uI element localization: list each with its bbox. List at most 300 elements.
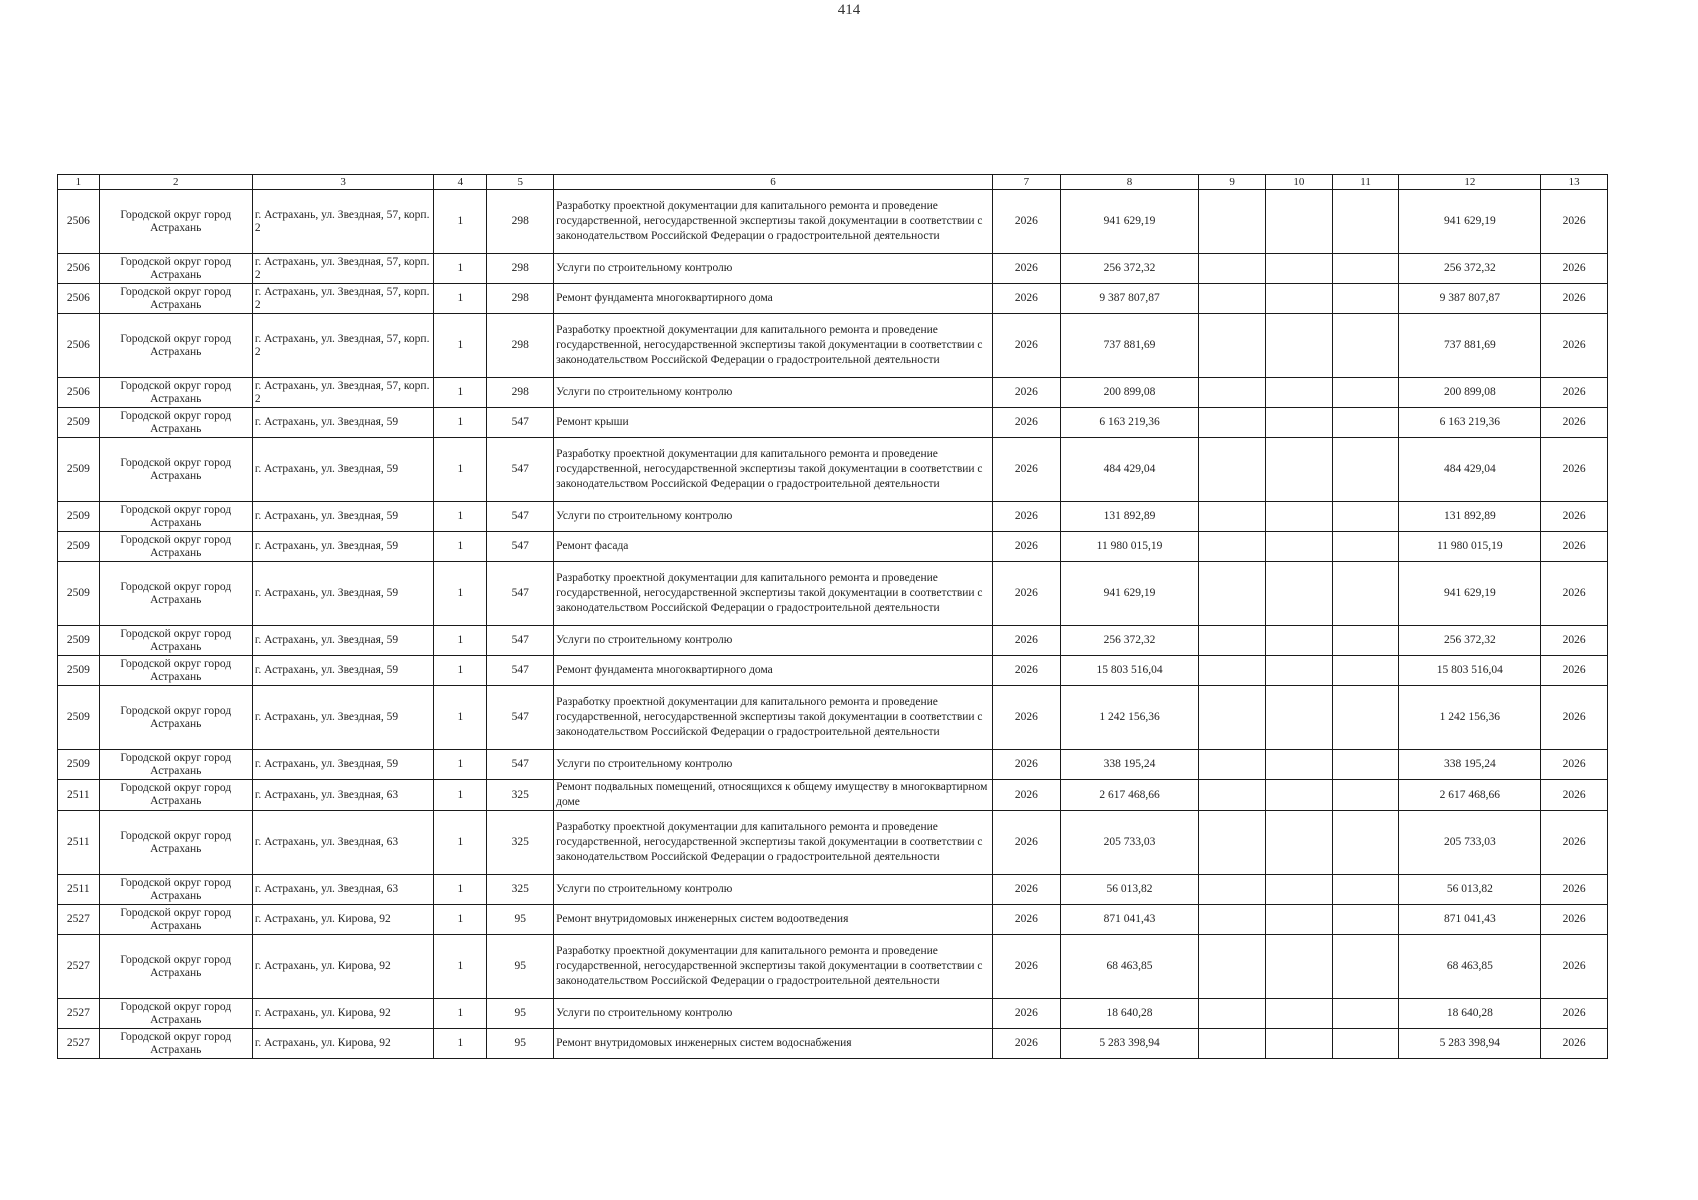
registry-number-cell: 2527 <box>58 999 100 1029</box>
column-header: 4 <box>434 175 487 190</box>
address-cell: г. Астрахань, ул. Звездная, 57, корп. 2 <box>252 314 433 378</box>
total-cost-cell: 56 013,82 <box>1060 875 1199 905</box>
table-row <box>58 935 1608 999</box>
work-description-cell: Ремонт внутридомовых инженерных систем водоснабжения <box>554 1029 993 1059</box>
fund-cell-10 <box>1266 562 1333 626</box>
planned-year-cell: 2026 <box>992 750 1060 780</box>
completion-year-cell: 2026 <box>1541 314 1608 378</box>
completion-year-cell: 2026 <box>1541 686 1608 750</box>
address-cell: г. Астрахань, ул. Звездная, 59 <box>252 408 433 438</box>
owners-funds-cell: 871 041,43 <box>1399 905 1541 935</box>
fund-cell-11 <box>1332 254 1399 284</box>
area-cell: 547 <box>487 750 554 780</box>
owners-funds-cell: 484 429,04 <box>1399 438 1541 502</box>
fund-cell-9 <box>1199 905 1266 935</box>
total-cost-cell: 2 617 468,66 <box>1060 780 1199 811</box>
area-cell: 325 <box>487 811 554 875</box>
municipality-cell: Городской округ город Астрахань <box>99 314 252 378</box>
area-cell: 547 <box>487 438 554 502</box>
area-cell: 547 <box>487 408 554 438</box>
fund-cell-9 <box>1199 875 1266 905</box>
fund-cell-10 <box>1266 314 1333 378</box>
total-cost-cell: 6 163 219,36 <box>1060 408 1199 438</box>
owners-funds-cell: 11 980 015,19 <box>1399 532 1541 562</box>
fund-cell-11 <box>1332 811 1399 875</box>
completion-year-cell: 2026 <box>1541 190 1608 254</box>
address-cell: г. Астрахань, ул. Звездная, 59 <box>252 656 433 686</box>
total-cost-cell: 205 733,03 <box>1060 811 1199 875</box>
column-header: 11 <box>1332 175 1399 190</box>
completion-year-cell: 2026 <box>1541 626 1608 656</box>
completion-year-cell: 2026 <box>1541 750 1608 780</box>
column-header: 2 <box>99 175 252 190</box>
repair-register-table <box>57 174 1608 1059</box>
municipality-cell: Городской округ город Астрахань <box>99 811 252 875</box>
municipality-cell: Городской округ город Астрахань <box>99 438 252 502</box>
planned-year-cell: 2026 <box>992 905 1060 935</box>
owners-funds-cell: 338 195,24 <box>1399 750 1541 780</box>
fund-cell-11 <box>1332 190 1399 254</box>
owners-funds-cell: 737 881,69 <box>1399 314 1541 378</box>
fund-cell-11 <box>1332 408 1399 438</box>
planned-year-cell: 2026 <box>992 686 1060 750</box>
area-cell: 95 <box>487 905 554 935</box>
table-row <box>58 626 1608 656</box>
owners-funds-cell: 205 733,03 <box>1399 811 1541 875</box>
building-count-cell: 1 <box>434 935 487 999</box>
table-row <box>58 438 1608 502</box>
owners-funds-cell: 9 387 807,87 <box>1399 284 1541 314</box>
owners-funds-cell: 131 892,89 <box>1399 502 1541 532</box>
planned-year-cell: 2026 <box>992 438 1060 502</box>
address-cell: г. Астрахань, ул. Звездная, 59 <box>252 438 433 502</box>
municipality-cell: Городской округ город Астрахань <box>99 656 252 686</box>
total-cost-cell: 9 387 807,87 <box>1060 284 1199 314</box>
municipality-cell: Городской округ город Астрахань <box>99 905 252 935</box>
fund-cell-10 <box>1266 1029 1333 1059</box>
column-header: 3 <box>252 175 433 190</box>
fund-cell-10 <box>1266 190 1333 254</box>
registry-number-cell: 2506 <box>58 284 100 314</box>
area-cell: 298 <box>487 378 554 408</box>
fund-cell-11 <box>1332 999 1399 1029</box>
address-cell: г. Астрахань, ул. Звездная, 59 <box>252 532 433 562</box>
table-row <box>58 780 1608 811</box>
planned-year-cell: 2026 <box>992 408 1060 438</box>
fund-cell-9 <box>1199 378 1266 408</box>
table-row <box>58 656 1608 686</box>
work-description-cell: Услуги по строительному контролю <box>554 750 993 780</box>
fund-cell-11 <box>1332 935 1399 999</box>
area-cell: 325 <box>487 875 554 905</box>
owners-funds-cell: 15 803 516,04 <box>1399 656 1541 686</box>
table-body <box>58 190 1608 1059</box>
total-cost-cell: 68 463,85 <box>1060 935 1199 999</box>
completion-year-cell: 2026 <box>1541 999 1608 1029</box>
work-description-cell: Услуги по строительному контролю <box>554 626 993 656</box>
total-cost-cell: 18 640,28 <box>1060 999 1199 1029</box>
fund-cell-9 <box>1199 314 1266 378</box>
total-cost-cell: 941 629,19 <box>1060 190 1199 254</box>
building-count-cell: 1 <box>434 626 487 656</box>
area-cell: 547 <box>487 656 554 686</box>
owners-funds-cell: 1 242 156,36 <box>1399 686 1541 750</box>
registry-number-cell: 2509 <box>58 626 100 656</box>
total-cost-cell: 256 372,32 <box>1060 626 1199 656</box>
fund-cell-11 <box>1332 438 1399 502</box>
column-header: 6 <box>554 175 993 190</box>
total-cost-cell: 871 041,43 <box>1060 905 1199 935</box>
table-row <box>58 811 1608 875</box>
work-description-cell: Разработку проектной документации для капитального ремонта и проведение государственной, негосударственной экспертизы такой документации в соответствии с законодательством Российской Федерации о градостроительной деятельности <box>554 686 993 750</box>
municipality-cell: Городской округ город Астрахань <box>99 408 252 438</box>
column-header: 5 <box>487 175 554 190</box>
completion-year-cell: 2026 <box>1541 875 1608 905</box>
planned-year-cell: 2026 <box>992 935 1060 999</box>
fund-cell-9 <box>1199 780 1266 811</box>
registry-number-cell: 2509 <box>58 502 100 532</box>
fund-cell-11 <box>1332 284 1399 314</box>
work-description-cell: Услуги по строительному контролю <box>554 378 993 408</box>
building-count-cell: 1 <box>434 686 487 750</box>
column-header: 1 <box>58 175 100 190</box>
work-description-cell: Разработку проектной документации для капитального ремонта и проведение государственной, негосударственной экспертизы такой документации в соответствии с законодательством Российской Федерации о градостроительной деятельности <box>554 314 993 378</box>
address-cell: г. Астрахань, ул. Звездная, 63 <box>252 875 433 905</box>
table-row <box>58 875 1608 905</box>
owners-funds-cell: 941 629,19 <box>1399 190 1541 254</box>
total-cost-cell: 737 881,69 <box>1060 314 1199 378</box>
building-count-cell: 1 <box>434 190 487 254</box>
total-cost-cell: 1 242 156,36 <box>1060 686 1199 750</box>
municipality-cell: Городской округ город Астрахань <box>99 378 252 408</box>
fund-cell-11 <box>1332 875 1399 905</box>
area-cell: 298 <box>487 284 554 314</box>
table-row <box>58 532 1608 562</box>
fund-cell-10 <box>1266 750 1333 780</box>
work-description-cell: Услуги по строительному контролю <box>554 502 993 532</box>
completion-year-cell: 2026 <box>1541 562 1608 626</box>
table-row <box>58 254 1608 284</box>
work-description-cell: Разработку проектной документации для капитального ремонта и проведение государственной, негосударственной экспертизы такой документации в соответствии с законодательством Российской Федерации о градостроительной деятельности <box>554 935 993 999</box>
fund-cell-11 <box>1332 656 1399 686</box>
total-cost-cell: 11 980 015,19 <box>1060 532 1199 562</box>
building-count-cell: 1 <box>434 562 487 626</box>
building-count-cell: 1 <box>434 875 487 905</box>
total-cost-cell: 941 629,19 <box>1060 562 1199 626</box>
fund-cell-10 <box>1266 905 1333 935</box>
total-cost-cell: 338 195,24 <box>1060 750 1199 780</box>
municipality-cell: Городской округ город Астрахань <box>99 750 252 780</box>
fund-cell-9 <box>1199 750 1266 780</box>
planned-year-cell: 2026 <box>992 378 1060 408</box>
planned-year-cell: 2026 <box>992 562 1060 626</box>
municipality-cell: Городской округ город Астрахань <box>99 875 252 905</box>
fund-cell-9 <box>1199 656 1266 686</box>
registry-number-cell: 2511 <box>58 811 100 875</box>
building-count-cell: 1 <box>434 905 487 935</box>
work-description-cell: Разработку проектной документации для капитального ремонта и проведение государственной, негосударственной экспертизы такой документации в соответствии с законодательством Российской Федерации о градостроительной деятельности <box>554 438 993 502</box>
completion-year-cell: 2026 <box>1541 408 1608 438</box>
address-cell: г. Астрахань, ул. Звездная, 59 <box>252 562 433 626</box>
table-row <box>58 284 1608 314</box>
table-row <box>58 686 1608 750</box>
fund-cell-11 <box>1332 378 1399 408</box>
building-count-cell: 1 <box>434 438 487 502</box>
work-description-cell: Ремонт фасада <box>554 532 993 562</box>
area-cell: 547 <box>487 686 554 750</box>
address-cell: г. Астрахань, ул. Звездная, 57, корп. 2 <box>252 378 433 408</box>
building-count-cell: 1 <box>434 532 487 562</box>
table-row <box>58 378 1608 408</box>
registry-number-cell: 2511 <box>58 780 100 811</box>
fund-cell-9 <box>1199 190 1266 254</box>
registry-number-cell: 2511 <box>58 875 100 905</box>
completion-year-cell: 2026 <box>1541 935 1608 999</box>
municipality-cell: Городской округ город Астрахань <box>99 935 252 999</box>
registry-number-cell: 2509 <box>58 408 100 438</box>
fund-cell-9 <box>1199 502 1266 532</box>
registry-number-cell: 2509 <box>58 532 100 562</box>
column-header: 8 <box>1060 175 1199 190</box>
area-cell: 298 <box>487 314 554 378</box>
table-row <box>58 999 1608 1029</box>
address-cell: г. Астрахань, ул. Звездная, 59 <box>252 502 433 532</box>
planned-year-cell: 2026 <box>992 532 1060 562</box>
fund-cell-10 <box>1266 686 1333 750</box>
fund-cell-9 <box>1199 438 1266 502</box>
fund-cell-10 <box>1266 438 1333 502</box>
planned-year-cell: 2026 <box>992 626 1060 656</box>
column-header: 7 <box>992 175 1060 190</box>
owners-funds-cell: 68 463,85 <box>1399 935 1541 999</box>
owners-funds-cell: 18 640,28 <box>1399 999 1541 1029</box>
total-cost-cell: 484 429,04 <box>1060 438 1199 502</box>
address-cell: г. Астрахань, ул. Звездная, 57, корп. 2 <box>252 190 433 254</box>
area-cell: 298 <box>487 190 554 254</box>
area-cell: 298 <box>487 254 554 284</box>
table-row <box>58 314 1608 378</box>
completion-year-cell: 2026 <box>1541 284 1608 314</box>
table-row <box>58 1029 1608 1059</box>
fund-cell-9 <box>1199 1029 1266 1059</box>
municipality-cell: Городской округ город Астрахань <box>99 626 252 656</box>
fund-cell-10 <box>1266 284 1333 314</box>
owners-funds-cell: 941 629,19 <box>1399 562 1541 626</box>
completion-year-cell: 2026 <box>1541 502 1608 532</box>
fund-cell-11 <box>1332 626 1399 656</box>
owners-funds-cell: 256 372,32 <box>1399 626 1541 656</box>
fund-cell-10 <box>1266 378 1333 408</box>
fund-cell-11 <box>1332 686 1399 750</box>
fund-cell-11 <box>1332 562 1399 626</box>
address-cell: г. Астрахань, ул. Звездная, 57, корп. 2 <box>252 284 433 314</box>
registry-number-cell: 2509 <box>58 686 100 750</box>
work-description-cell: Ремонт фундамента многоквартирного дома <box>554 284 993 314</box>
address-cell: г. Астрахань, ул. Звездная, 59 <box>252 686 433 750</box>
registry-number-cell: 2527 <box>58 1029 100 1059</box>
fund-cell-9 <box>1199 408 1266 438</box>
planned-year-cell: 2026 <box>992 811 1060 875</box>
completion-year-cell: 2026 <box>1541 1029 1608 1059</box>
area-cell: 547 <box>487 626 554 656</box>
planned-year-cell: 2026 <box>992 284 1060 314</box>
table-row <box>58 502 1608 532</box>
building-count-cell: 1 <box>434 811 487 875</box>
owners-funds-cell: 256 372,32 <box>1399 254 1541 284</box>
fund-cell-10 <box>1266 811 1333 875</box>
fund-cell-10 <box>1266 656 1333 686</box>
fund-cell-10 <box>1266 408 1333 438</box>
total-cost-cell: 131 892,89 <box>1060 502 1199 532</box>
address-cell: г. Астрахань, ул. Кирова, 92 <box>252 999 433 1029</box>
municipality-cell: Городской округ город Астрахань <box>99 190 252 254</box>
completion-year-cell: 2026 <box>1541 378 1608 408</box>
total-cost-cell: 5 283 398,94 <box>1060 1029 1199 1059</box>
work-description-cell: Ремонт крыши <box>554 408 993 438</box>
address-cell: г. Астрахань, ул. Кирова, 92 <box>252 905 433 935</box>
table-row <box>58 750 1608 780</box>
owners-funds-cell: 6 163 219,36 <box>1399 408 1541 438</box>
total-cost-cell: 15 803 516,04 <box>1060 656 1199 686</box>
municipality-cell: Городской округ город Астрахань <box>99 999 252 1029</box>
work-description-cell: Услуги по строительному контролю <box>554 875 993 905</box>
planned-year-cell: 2026 <box>992 875 1060 905</box>
completion-year-cell: 2026 <box>1541 780 1608 811</box>
registry-number-cell: 2509 <box>58 750 100 780</box>
municipality-cell: Городской округ город Астрахань <box>99 502 252 532</box>
address-cell: г. Астрахань, ул. Звездная, 63 <box>252 811 433 875</box>
registry-number-cell: 2527 <box>58 905 100 935</box>
municipality-cell: Городской округ город Астрахань <box>99 284 252 314</box>
address-cell: г. Астрахань, ул. Звездная, 57, корп. 2 <box>252 254 433 284</box>
planned-year-cell: 2026 <box>992 502 1060 532</box>
planned-year-cell: 2026 <box>992 656 1060 686</box>
fund-cell-10 <box>1266 254 1333 284</box>
column-header: 10 <box>1266 175 1333 190</box>
fund-cell-9 <box>1199 254 1266 284</box>
work-description-cell: Разработку проектной документации для капитального ремонта и проведение государственной, негосударственной экспертизы такой документации в соответствии с законодательством Российской Федерации о градостроительной деятельности <box>554 562 993 626</box>
building-count-cell: 1 <box>434 999 487 1029</box>
building-count-cell: 1 <box>434 254 487 284</box>
municipality-cell: Городской округ город Астрахань <box>99 780 252 811</box>
area-cell: 95 <box>487 999 554 1029</box>
fund-cell-10 <box>1266 999 1333 1029</box>
owners-funds-cell: 200 899,08 <box>1399 378 1541 408</box>
municipality-cell: Городской округ город Астрахань <box>99 686 252 750</box>
work-description-cell: Разработку проектной документации для капитального ремонта и проведение государственной, негосударственной экспертизы такой документации в соответствии с законодательством Российской Федерации о градостроительной деятельности <box>554 190 993 254</box>
address-cell: г. Астрахань, ул. Кирова, 92 <box>252 935 433 999</box>
column-header: 9 <box>1199 175 1266 190</box>
area-cell: 547 <box>487 562 554 626</box>
area-cell: 547 <box>487 532 554 562</box>
address-cell: г. Астрахань, ул. Звездная, 59 <box>252 626 433 656</box>
municipality-cell: Городской округ город Астрахань <box>99 562 252 626</box>
work-description-cell: Разработку проектной документации для капитального ремонта и проведение государственной, негосударственной экспертизы такой документации в соответствии с законодательством Российской Федерации о градостроительной деятельности <box>554 811 993 875</box>
registry-number-cell: 2509 <box>58 438 100 502</box>
total-cost-cell: 200 899,08 <box>1060 378 1199 408</box>
area-cell: 95 <box>487 935 554 999</box>
fund-cell-10 <box>1266 875 1333 905</box>
registry-number-cell: 2506 <box>58 254 100 284</box>
area-cell: 325 <box>487 780 554 811</box>
fund-cell-9 <box>1199 626 1266 656</box>
fund-cell-10 <box>1266 935 1333 999</box>
fund-cell-10 <box>1266 502 1333 532</box>
fund-cell-10 <box>1266 780 1333 811</box>
owners-funds-cell: 5 283 398,94 <box>1399 1029 1541 1059</box>
completion-year-cell: 2026 <box>1541 438 1608 502</box>
fund-cell-11 <box>1332 1029 1399 1059</box>
building-count-cell: 1 <box>434 750 487 780</box>
owners-funds-cell: 56 013,82 <box>1399 875 1541 905</box>
fund-cell-11 <box>1332 314 1399 378</box>
fund-cell-10 <box>1266 626 1333 656</box>
registry-number-cell: 2527 <box>58 935 100 999</box>
fund-cell-9 <box>1199 532 1266 562</box>
table-row <box>58 905 1608 935</box>
column-header: 13 <box>1541 175 1608 190</box>
fund-cell-11 <box>1332 750 1399 780</box>
work-description-cell: Услуги по строительному контролю <box>554 254 993 284</box>
municipality-cell: Городской округ город Астрахань <box>99 254 252 284</box>
area-cell: 95 <box>487 1029 554 1059</box>
registry-number-cell: 2506 <box>58 190 100 254</box>
registry-number-cell: 2506 <box>58 314 100 378</box>
table-row <box>58 408 1608 438</box>
completion-year-cell: 2026 <box>1541 656 1608 686</box>
area-cell: 547 <box>487 502 554 532</box>
address-cell: г. Астрахань, ул. Звездная, 63 <box>252 780 433 811</box>
work-description-cell: Ремонт фундамента многоквартирного дома <box>554 656 993 686</box>
registry-number-cell: 2506 <box>58 378 100 408</box>
work-description-cell: Услуги по строительному контролю <box>554 999 993 1029</box>
registry-number-cell: 2509 <box>58 562 100 626</box>
building-count-cell: 1 <box>434 502 487 532</box>
address-cell: г. Астрахань, ул. Кирова, 92 <box>252 1029 433 1059</box>
table-row <box>58 190 1608 254</box>
fund-cell-9 <box>1199 686 1266 750</box>
planned-year-cell: 2026 <box>992 314 1060 378</box>
building-count-cell: 1 <box>434 1029 487 1059</box>
completion-year-cell: 2026 <box>1541 905 1608 935</box>
planned-year-cell: 2026 <box>992 1029 1060 1059</box>
planned-year-cell: 2026 <box>992 999 1060 1029</box>
planned-year-cell: 2026 <box>992 780 1060 811</box>
planned-year-cell: 2026 <box>992 190 1060 254</box>
completion-year-cell: 2026 <box>1541 811 1608 875</box>
municipality-cell: Городской округ город Астрахань <box>99 532 252 562</box>
work-description-cell: Ремонт подвальных помещений, относящихся к общему имуществу в многоквартирном доме <box>554 780 993 811</box>
page-number: 414 <box>837 2 861 18</box>
fund-cell-11 <box>1332 502 1399 532</box>
fund-cell-9 <box>1199 562 1266 626</box>
column-header: 12 <box>1399 175 1541 190</box>
building-count-cell: 1 <box>434 284 487 314</box>
header-row <box>58 175 1608 190</box>
fund-cell-10 <box>1266 532 1333 562</box>
address-cell: г. Астрахань, ул. Звездная, 59 <box>252 750 433 780</box>
building-count-cell: 1 <box>434 656 487 686</box>
fund-cell-9 <box>1199 284 1266 314</box>
building-count-cell: 1 <box>434 780 487 811</box>
table-row <box>58 562 1608 626</box>
completion-year-cell: 2026 <box>1541 532 1608 562</box>
municipality-cell: Городской округ город Астрахань <box>99 1029 252 1059</box>
fund-cell-9 <box>1199 935 1266 999</box>
work-description-cell: Ремонт внутридомовых инженерных систем водоотведения <box>554 905 993 935</box>
building-count-cell: 1 <box>434 408 487 438</box>
fund-cell-9 <box>1199 811 1266 875</box>
